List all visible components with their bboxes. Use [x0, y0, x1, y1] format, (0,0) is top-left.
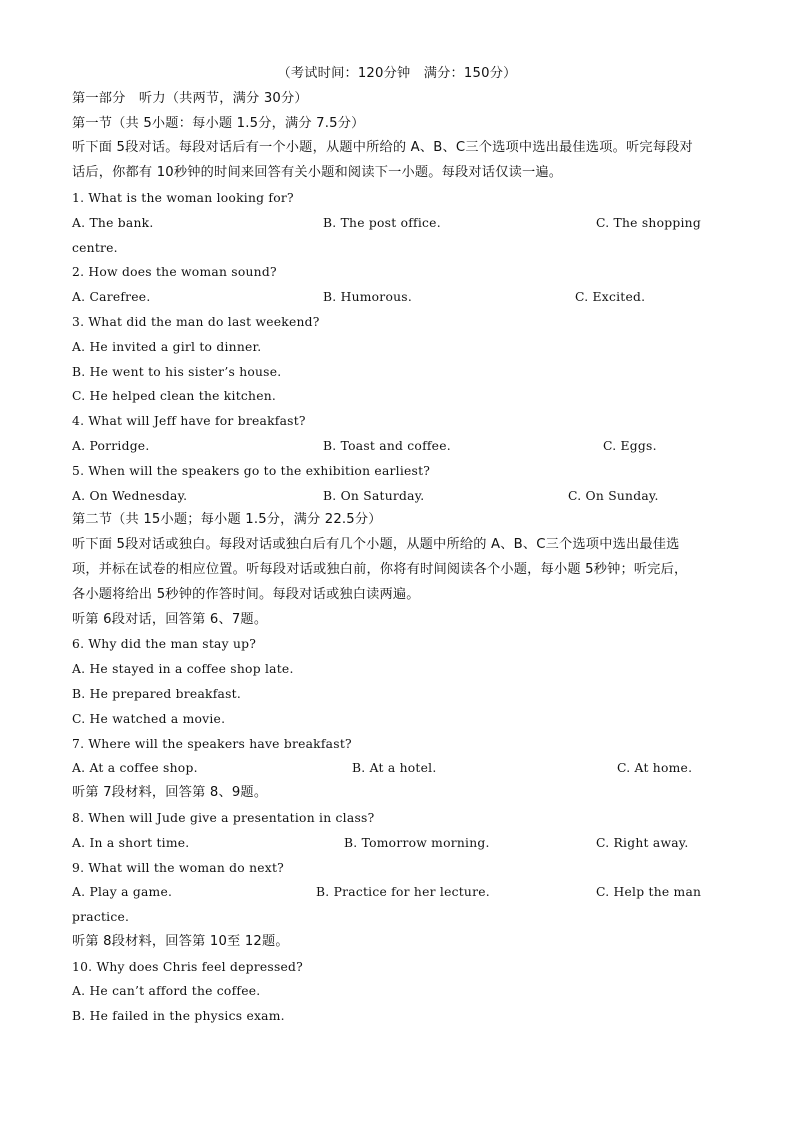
q1-option-c: C. The shopping — [596, 215, 701, 230]
q2-option-c: C. Excited. — [575, 290, 646, 305]
q2-stem: 2. How does the woman sound? — [72, 265, 277, 280]
q8-stem: 8. When will Jude give a presentation in class? — [72, 810, 375, 825]
section2-instructions-1: 听下面 5段对话或独白。每段对话或独白后有几个小题，从题中所给的 A、B、C三个选项中选出最佳选 — [72, 537, 680, 553]
q1-stem: 1. What is the woman looking for? — [72, 190, 294, 205]
q5-stem: 5. When will the speakers go to the exhibition earliest? — [72, 463, 431, 478]
q1-option-b: B. The post office. — [323, 215, 441, 230]
q7-option-a: A. At a coffee shop. — [72, 761, 198, 776]
q9-options — [72, 880, 722, 905]
q3-stem: 3. What did the man do last weekend? — [72, 314, 320, 329]
q4-option-c: C. Eggs. — [603, 438, 657, 453]
q9-option-a: A. Play a game. — [72, 885, 173, 900]
q7-stem: 7. Where will the speakers have breakfast? — [72, 736, 352, 751]
q7-option-b: B. At a hotel. — [352, 761, 437, 776]
q2-option-b: B. Humorous. — [323, 290, 412, 305]
q4-option-a: A. Porridge. — [72, 438, 150, 453]
q2-option-a: A. Carefree. — [72, 290, 151, 305]
q3-option-b: B. He went to his sister’s house. — [72, 364, 282, 379]
q5-option-a: A. On Wednesday. — [72, 488, 188, 503]
q5-options — [72, 484, 722, 509]
section2-title: 第二节（共 15小题；每小题 1.5分，满分 22.5分） — [72, 512, 382, 528]
q10-option-a: A. He can’t afford the coffee. — [72, 984, 261, 999]
q6-option-a: A. He stayed in a coffee shop late. — [72, 662, 294, 677]
passage7-intro: 听第 7段材料，回答第 8、9题。 — [72, 785, 268, 801]
q8-option-a: A. In a short time. — [72, 835, 190, 850]
q3-option-a: A. He invited a girl to dinner. — [72, 339, 262, 354]
q6-option-c: C. He watched a movie. — [72, 711, 226, 726]
q4-option-b: B. Toast and coffee. — [323, 438, 451, 453]
q8-option-b: B. Tomorrow morning. — [344, 835, 490, 850]
q10-option-b: B. He failed in the physics exam. — [72, 1009, 285, 1024]
q5-option-c: C. On Sunday. — [568, 488, 659, 503]
passage8-intro: 听第 8段材料，回答第 10至 12题。 — [72, 933, 289, 949]
part1-title: 第一部分 听力（共两节，满分 30分） — [72, 90, 308, 106]
exam-info: （考试时间：120分钟 满分：150分） — [277, 66, 517, 81]
q9-option-b: B. Practice for her lecture. — [316, 885, 490, 900]
section2-instructions-2: 项，并标在试卷的相应位置。听每段对话或独白前，你将有时间阅读各个小题，每小题 5秒钟；听完后， — [72, 561, 688, 577]
section1-instructions-2: 话后，你都有 10秒钟的时间来回答有关小题和阅读下一小题。每段对话仅读一遍。 — [72, 165, 563, 181]
q6-option-b: B. He prepared breakfast. — [72, 686, 242, 701]
q9-option-c: C. Help the man — [596, 885, 702, 900]
q2-options — [72, 285, 722, 310]
q1-option-a: A. The bank. — [72, 215, 154, 230]
exam-page — [72, 62, 722, 1029]
q9-option-c-continued: practice. — [72, 910, 130, 925]
q4-stem: 4. What will Jeff have for breakfast? — [72, 414, 306, 429]
passage6-intro: 听第 6段对话，回答第 6、7题。 — [72, 611, 268, 627]
q3-option-c: C. He helped clean the kitchen. — [72, 389, 277, 404]
q5-option-b: B. On Saturday. — [323, 488, 425, 503]
q8-options — [72, 831, 722, 856]
q10-stem: 10. Why does Chris feel depressed? — [72, 959, 303, 974]
q4-options — [72, 434, 722, 459]
q7-option-c: C. At home. — [617, 761, 693, 776]
q7-options — [72, 756, 722, 781]
q1-option-c-continued: centre. — [72, 240, 118, 255]
section2-instructions-3: 各小题将给出 5秒钟的作答时间。每段对话或独白读两遍。 — [72, 586, 420, 602]
section1-title: 第一节（共 5小题：每小题 1.5分，满分 7.5分） — [72, 115, 365, 131]
q9-stem: 9. What will the woman do next? — [72, 860, 285, 875]
q1-options — [72, 211, 722, 236]
q6-stem: 6. Why did the man stay up? — [72, 637, 257, 652]
q8-option-c: C. Right away. — [596, 835, 689, 850]
section1-instructions-1: 听下面 5段对话。每段对话后有一个小题，从题中所给的 A、B、C三个选项中选出最佳选项。听完每段对 — [72, 140, 693, 156]
